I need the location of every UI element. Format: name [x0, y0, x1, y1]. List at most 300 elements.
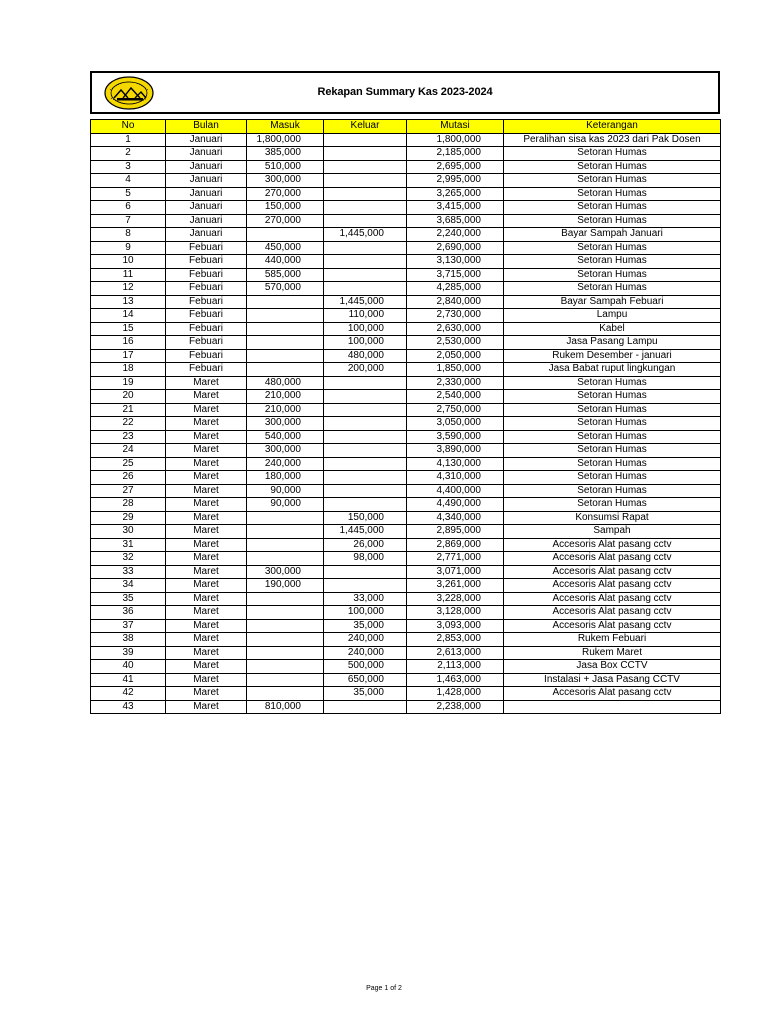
cash-summary-table — [90, 119, 721, 714]
cell-keterangan: Lampu — [504, 309, 721, 323]
cell-bulan: Maret — [166, 646, 247, 660]
cell-mutasi: 1,463,000 — [407, 673, 504, 687]
cell-keluar: 240,000 — [324, 646, 407, 660]
cell-keluar — [324, 390, 407, 404]
cell-bulan: Maret — [166, 552, 247, 566]
cell-mutasi: 3,590,000 — [407, 430, 504, 444]
cell-keluar: 150,000 — [324, 511, 407, 525]
cell-masuk: 90,000 — [247, 484, 324, 498]
cell-keterangan: Rukem Maret — [504, 646, 721, 660]
cell-keterangan: Setoran Humas — [504, 174, 721, 188]
table-row — [91, 268, 721, 282]
cell-mutasi: 2,240,000 — [407, 228, 504, 242]
cell-keluar: 480,000 — [324, 349, 407, 363]
cell-mutasi: 3,093,000 — [407, 619, 504, 633]
cell-keterangan: Accesoris Alat pasang cctv — [504, 552, 721, 566]
cell-no: 6 — [91, 201, 166, 215]
cell-masuk: 570,000 — [247, 282, 324, 296]
cell-no: 38 — [91, 633, 166, 647]
cell-keterangan: Bayar Sampah Januari — [504, 228, 721, 242]
cell-keluar — [324, 484, 407, 498]
table-row — [91, 484, 721, 498]
cell-mutasi: 1,850,000 — [407, 363, 504, 377]
cell-bulan: Maret — [166, 619, 247, 633]
cell-keluar: 35,000 — [324, 619, 407, 633]
cell-no: 18 — [91, 363, 166, 377]
cell-masuk — [247, 336, 324, 350]
table-body — [91, 133, 721, 714]
table-row — [91, 282, 721, 296]
cell-keterangan — [504, 700, 721, 714]
cell-bulan: Febuari — [166, 282, 247, 296]
title-box — [90, 71, 720, 114]
table-row — [91, 565, 721, 579]
cell-masuk: 540,000 — [247, 430, 324, 444]
cell-bulan: Maret — [166, 403, 247, 417]
cell-masuk: 270,000 — [247, 187, 324, 201]
cell-bulan: Febuari — [166, 349, 247, 363]
cell-bulan: Maret — [166, 673, 247, 687]
cell-masuk: 210,000 — [247, 403, 324, 417]
cell-keluar — [324, 268, 407, 282]
cell-bulan: Febuari — [166, 322, 247, 336]
cell-mutasi: 2,995,000 — [407, 174, 504, 188]
table-row — [91, 511, 721, 525]
cell-masuk: 150,000 — [247, 201, 324, 215]
cell-keterangan: Setoran Humas — [504, 241, 721, 255]
cell-mutasi: 2,530,000 — [407, 336, 504, 350]
cell-no: 17 — [91, 349, 166, 363]
cell-masuk: 300,000 — [247, 417, 324, 431]
cell-masuk — [247, 228, 324, 242]
cell-no: 5 — [91, 187, 166, 201]
cell-masuk: 180,000 — [247, 471, 324, 485]
cell-keterangan: Accesoris Alat pasang cctv — [504, 606, 721, 620]
cell-keluar — [324, 444, 407, 458]
cell-masuk: 385,000 — [247, 147, 324, 161]
header-bulan: Bulan — [166, 120, 247, 134]
cell-keterangan: Rukem Desember - januari — [504, 349, 721, 363]
cell-masuk — [247, 687, 324, 701]
cell-no: 20 — [91, 390, 166, 404]
table-row — [91, 390, 721, 404]
cell-keterangan: Kabel — [504, 322, 721, 336]
cell-keluar — [324, 255, 407, 269]
table-row — [91, 255, 721, 269]
cell-mutasi: 4,130,000 — [407, 457, 504, 471]
cell-mutasi: 2,613,000 — [407, 646, 504, 660]
cell-no: 32 — [91, 552, 166, 566]
cell-masuk — [247, 525, 324, 539]
cell-keterangan: Instalasi + Jasa Pasang CCTV — [504, 673, 721, 687]
cell-bulan: Maret — [166, 390, 247, 404]
cell-mutasi: 2,050,000 — [407, 349, 504, 363]
cell-no: 16 — [91, 336, 166, 350]
cell-keluar — [324, 160, 407, 174]
cell-no: 14 — [91, 309, 166, 323]
cell-bulan: Maret — [166, 511, 247, 525]
cell-keterangan: Bayar Sampah Febuari — [504, 295, 721, 309]
cell-mutasi: 2,869,000 — [407, 538, 504, 552]
cell-mutasi: 2,330,000 — [407, 376, 504, 390]
cell-mutasi: 2,895,000 — [407, 525, 504, 539]
cell-no: 35 — [91, 592, 166, 606]
table-row — [91, 403, 721, 417]
cell-keluar: 650,000 — [324, 673, 407, 687]
cell-mutasi: 3,071,000 — [407, 565, 504, 579]
table-row — [91, 133, 721, 147]
cell-keterangan: Konsumsi Rapat — [504, 511, 721, 525]
cell-no: 4 — [91, 174, 166, 188]
table-row — [91, 201, 721, 215]
cell-keterangan: Jasa Pasang Lampu — [504, 336, 721, 350]
cell-masuk — [247, 322, 324, 336]
table-row — [91, 336, 721, 350]
cell-mutasi: 3,715,000 — [407, 268, 504, 282]
cell-bulan: Januari — [166, 160, 247, 174]
cell-masuk — [247, 633, 324, 647]
table-row — [91, 700, 721, 714]
cell-mutasi: 3,685,000 — [407, 214, 504, 228]
cell-masuk — [247, 552, 324, 566]
cell-masuk — [247, 646, 324, 660]
cell-keterangan: Jasa Box CCTV — [504, 660, 721, 674]
cell-no: 31 — [91, 538, 166, 552]
cell-bulan: Maret — [166, 660, 247, 674]
cell-no: 41 — [91, 673, 166, 687]
cell-keluar — [324, 403, 407, 417]
cell-masuk — [247, 660, 324, 674]
table-row — [91, 687, 721, 701]
cell-no: 13 — [91, 295, 166, 309]
cell-bulan: Maret — [166, 457, 247, 471]
header-masuk: Masuk — [247, 120, 324, 134]
cell-keluar: 98,000 — [324, 552, 407, 566]
cell-no: 30 — [91, 525, 166, 539]
cell-keluar: 35,000 — [324, 687, 407, 701]
cell-keluar — [324, 133, 407, 147]
table-row — [91, 457, 721, 471]
cell-keluar: 240,000 — [324, 633, 407, 647]
cell-mutasi: 2,238,000 — [407, 700, 504, 714]
cell-keterangan: Setoran Humas — [504, 376, 721, 390]
table-row — [91, 430, 721, 444]
cell-no: 11 — [91, 268, 166, 282]
cell-masuk — [247, 295, 324, 309]
cell-no: 34 — [91, 579, 166, 593]
cell-keluar — [324, 376, 407, 390]
table-row — [91, 376, 721, 390]
cell-mutasi: 3,130,000 — [407, 255, 504, 269]
cell-no: 7 — [91, 214, 166, 228]
cell-masuk: 300,000 — [247, 444, 324, 458]
cell-no: 2 — [91, 147, 166, 161]
cell-mutasi: 2,750,000 — [407, 403, 504, 417]
cell-keterangan: Setoran Humas — [504, 444, 721, 458]
cell-bulan: Maret — [166, 700, 247, 714]
cell-no: 25 — [91, 457, 166, 471]
cell-keterangan: Setoran Humas — [504, 187, 721, 201]
cell-mutasi: 2,730,000 — [407, 309, 504, 323]
cell-keluar: 1,445,000 — [324, 525, 407, 539]
cell-masuk: 270,000 — [247, 214, 324, 228]
cell-bulan: Maret — [166, 444, 247, 458]
cell-masuk: 480,000 — [247, 376, 324, 390]
cell-bulan: Maret — [166, 417, 247, 431]
cell-bulan: Febuari — [166, 363, 247, 377]
cell-masuk: 190,000 — [247, 579, 324, 593]
cell-mutasi: 2,695,000 — [407, 160, 504, 174]
spreadsheet — [90, 71, 720, 714]
cell-keterangan: Setoran Humas — [504, 268, 721, 282]
cell-keluar: 26,000 — [324, 538, 407, 552]
cell-bulan: Maret — [166, 579, 247, 593]
table-row — [91, 646, 721, 660]
cell-keluar: 100,000 — [324, 336, 407, 350]
cell-keluar: 200,000 — [324, 363, 407, 377]
cell-masuk: 300,000 — [247, 565, 324, 579]
cell-no: 39 — [91, 646, 166, 660]
cell-bulan: Januari — [166, 201, 247, 215]
cell-mutasi: 2,540,000 — [407, 390, 504, 404]
table-row — [91, 160, 721, 174]
header-keterangan: Keterangan — [504, 120, 721, 134]
cell-bulan: Maret — [166, 687, 247, 701]
cell-no: 19 — [91, 376, 166, 390]
cell-keterangan: Setoran Humas — [504, 282, 721, 296]
table-row — [91, 673, 721, 687]
cell-mutasi: 3,265,000 — [407, 187, 504, 201]
cell-mutasi: 2,185,000 — [407, 147, 504, 161]
cell-keluar: 1,445,000 — [324, 295, 407, 309]
cell-bulan: Maret — [166, 633, 247, 647]
cell-masuk: 90,000 — [247, 498, 324, 512]
cell-no: 23 — [91, 430, 166, 444]
cell-keluar: 110,000 — [324, 309, 407, 323]
cell-keterangan: Setoran Humas — [504, 471, 721, 485]
cell-keluar — [324, 282, 407, 296]
cell-bulan: Januari — [166, 228, 247, 242]
cell-no: 43 — [91, 700, 166, 714]
cell-keluar: 33,000 — [324, 592, 407, 606]
cell-keterangan: Sampah — [504, 525, 721, 539]
cell-no: 28 — [91, 498, 166, 512]
table-row — [91, 579, 721, 593]
cell-bulan: Maret — [166, 376, 247, 390]
cell-masuk: 300,000 — [247, 174, 324, 188]
cell-bulan: Febuari — [166, 309, 247, 323]
cell-bulan: Maret — [166, 484, 247, 498]
cell-keluar — [324, 565, 407, 579]
cell-keterangan: Setoran Humas — [504, 430, 721, 444]
cell-keluar — [324, 187, 407, 201]
header-mutasi: Mutasi — [407, 120, 504, 134]
cell-no: 21 — [91, 403, 166, 417]
table-row — [91, 633, 721, 647]
cell-keterangan: Setoran Humas — [504, 147, 721, 161]
cell-keluar — [324, 201, 407, 215]
cell-masuk — [247, 606, 324, 620]
cell-bulan: Januari — [166, 214, 247, 228]
cell-masuk: 510,000 — [247, 160, 324, 174]
cell-keterangan: Accesoris Alat pasang cctv — [504, 579, 721, 593]
cell-keterangan: Setoran Humas — [504, 403, 721, 417]
cell-no: 27 — [91, 484, 166, 498]
table-row — [91, 592, 721, 606]
table-row — [91, 417, 721, 431]
table-row — [91, 295, 721, 309]
cell-keterangan: Accesoris Alat pasang cctv — [504, 565, 721, 579]
cell-bulan: Maret — [166, 565, 247, 579]
cell-keterangan: Setoran Humas — [504, 201, 721, 215]
cell-no: 42 — [91, 687, 166, 701]
cell-bulan: Januari — [166, 187, 247, 201]
cell-no: 33 — [91, 565, 166, 579]
cell-keterangan: Setoran Humas — [504, 498, 721, 512]
cell-keterangan: Jasa Babat ruput lingkungan — [504, 363, 721, 377]
table-row — [91, 538, 721, 552]
cell-mutasi: 2,771,000 — [407, 552, 504, 566]
cell-no: 1 — [91, 133, 166, 147]
cell-keluar — [324, 457, 407, 471]
cell-masuk — [247, 619, 324, 633]
table-row — [91, 498, 721, 512]
table-row — [91, 214, 721, 228]
table-row — [91, 552, 721, 566]
cell-bulan: Januari — [166, 147, 247, 161]
cell-keluar — [324, 417, 407, 431]
cell-masuk: 450,000 — [247, 241, 324, 255]
cell-masuk: 440,000 — [247, 255, 324, 269]
cell-mutasi: 2,630,000 — [407, 322, 504, 336]
table-row — [91, 147, 721, 161]
cell-mutasi: 4,285,000 — [407, 282, 504, 296]
cell-mutasi: 3,890,000 — [407, 444, 504, 458]
cell-masuk — [247, 309, 324, 323]
cell-keterangan: Setoran Humas — [504, 457, 721, 471]
table-row — [91, 471, 721, 485]
cell-masuk: 240,000 — [247, 457, 324, 471]
cell-bulan: Maret — [166, 606, 247, 620]
cell-masuk — [247, 538, 324, 552]
cell-mutasi: 4,490,000 — [407, 498, 504, 512]
header-no: No — [91, 120, 166, 134]
cell-keluar: 500,000 — [324, 660, 407, 674]
cell-keluar — [324, 498, 407, 512]
cell-mutasi: 4,340,000 — [407, 511, 504, 525]
cell-bulan: Januari — [166, 174, 247, 188]
cell-mutasi: 4,400,000 — [407, 484, 504, 498]
cell-masuk: 210,000 — [247, 390, 324, 404]
cell-keluar — [324, 700, 407, 714]
table-row — [91, 187, 721, 201]
cell-mutasi: 1,800,000 — [407, 133, 504, 147]
cell-mutasi: 3,128,000 — [407, 606, 504, 620]
cell-masuk — [247, 511, 324, 525]
cell-keluar — [324, 174, 407, 188]
cell-mutasi: 3,050,000 — [407, 417, 504, 431]
header-keluar: Keluar — [324, 120, 407, 134]
table-row — [91, 525, 721, 539]
cell-keluar — [324, 241, 407, 255]
cell-keluar — [324, 579, 407, 593]
table-row — [91, 349, 721, 363]
cell-bulan: Maret — [166, 525, 247, 539]
table-row — [91, 241, 721, 255]
cell-bulan: Maret — [166, 471, 247, 485]
cell-keterangan: Setoran Humas — [504, 160, 721, 174]
cell-no: 10 — [91, 255, 166, 269]
document-title: Rekapan Summary Kas 2023-2024 — [317, 86, 493, 98]
cell-no: 26 — [91, 471, 166, 485]
table-row — [91, 660, 721, 674]
table-row — [91, 619, 721, 633]
table-row — [91, 228, 721, 242]
cell-bulan: Febuari — [166, 268, 247, 282]
table-row — [91, 309, 721, 323]
cell-keterangan: Accesoris Alat pasang cctv — [504, 687, 721, 701]
cell-keterangan: Setoran Humas — [504, 484, 721, 498]
cell-keluar: 100,000 — [324, 322, 407, 336]
cell-mutasi: 3,415,000 — [407, 201, 504, 215]
cell-keterangan: Rukem Febuari — [504, 633, 721, 647]
cell-keluar — [324, 214, 407, 228]
cell-keterangan: Setoran Humas — [504, 390, 721, 404]
cell-keluar: 100,000 — [324, 606, 407, 620]
cell-masuk: 585,000 — [247, 268, 324, 282]
cell-bulan: Febuari — [166, 241, 247, 255]
cell-keterangan: Setoran Humas — [504, 214, 721, 228]
cell-mutasi: 2,853,000 — [407, 633, 504, 647]
cell-mutasi: 3,228,000 — [407, 592, 504, 606]
page-number: Page 1 of 2 — [366, 985, 402, 992]
cell-bulan: Febuari — [166, 255, 247, 269]
cell-keterangan: Peralihan sisa kas 2023 dari Pak Dosen — [504, 133, 721, 147]
cell-keluar: 1,445,000 — [324, 228, 407, 242]
cell-masuk — [247, 592, 324, 606]
cell-keluar — [324, 430, 407, 444]
cell-no: 12 — [91, 282, 166, 296]
cell-no: 36 — [91, 606, 166, 620]
cell-bulan: Febuari — [166, 295, 247, 309]
cell-mutasi: 1,428,000 — [407, 687, 504, 701]
cell-masuk — [247, 363, 324, 377]
cell-mutasi: 2,690,000 — [407, 241, 504, 255]
cell-no: 8 — [91, 228, 166, 242]
cell-no: 15 — [91, 322, 166, 336]
cell-keluar — [324, 471, 407, 485]
cell-no: 22 — [91, 417, 166, 431]
cell-bulan: Maret — [166, 498, 247, 512]
cell-mutasi: 2,840,000 — [407, 295, 504, 309]
cell-keterangan: Setoran Humas — [504, 255, 721, 269]
cell-no: 40 — [91, 660, 166, 674]
cell-keterangan: Accesoris Alat pasang cctv — [504, 538, 721, 552]
cell-no: 29 — [91, 511, 166, 525]
table-row — [91, 174, 721, 188]
cell-no: 24 — [91, 444, 166, 458]
cell-masuk: 810,000 — [247, 700, 324, 714]
cell-bulan: Maret — [166, 592, 247, 606]
cell-mutasi: 4,310,000 — [407, 471, 504, 485]
cell-bulan: Maret — [166, 430, 247, 444]
cell-bulan: Januari — [166, 133, 247, 147]
cell-mutasi: 2,113,000 — [407, 660, 504, 674]
cell-keterangan: Accesoris Alat pasang cctv — [504, 592, 721, 606]
cell-masuk — [247, 673, 324, 687]
cell-masuk — [247, 349, 324, 363]
cell-no: 3 — [91, 160, 166, 174]
